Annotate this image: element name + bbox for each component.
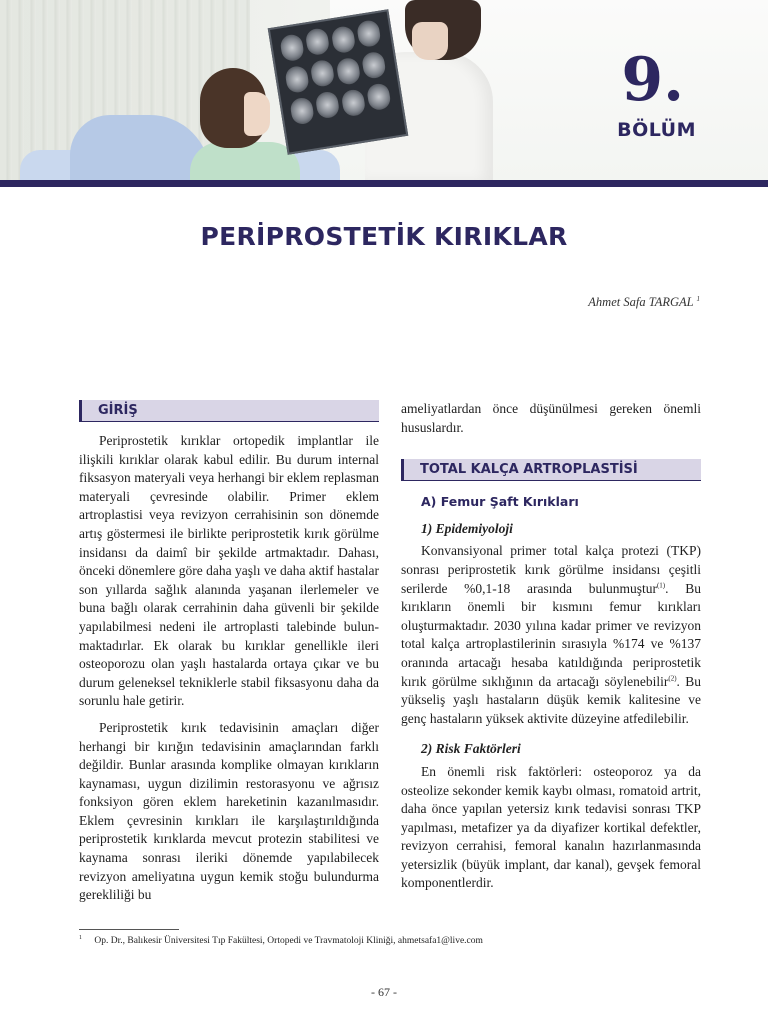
paragraph: Periprostetik kırık tedavisinin amaçları diğer herhangi bir kırığın tedavisinin amaçlarından farklı değildir. Bunlar arasında komplike olmayan kırıkların kaynaması, uygun dizilimin restorasyonu ve ağrısız fonksiyon gören eklem hareketinin kazanılmasıdır. Eklem çevresinin kırıkları ile karşılaştırıldığında periprostetik kırıklarda mevcut protezin stabilitesi ve kaynama sonrası ileriki dönemde yapılabilecek revizyon ameliyatına uygun kemik stoğu bulundurma gerekliliği bu [79, 719, 379, 903]
section-heading-giris: GİRİŞ [79, 400, 379, 422]
footnote-marker: 1 [79, 935, 82, 941]
footnote [79, 935, 699, 946]
author-footnote-marker: 1 [696, 295, 700, 303]
paragraph-epidemiyoloji [401, 542, 701, 728]
footnote-divider [79, 929, 179, 930]
patient-illustration [190, 142, 300, 180]
xray-film-illustration [268, 9, 409, 155]
paragraph-risk-faktorleri: En önemli risk faktörleri: osteoporoz ya da osteolize sekonder kemik kaybı olması, romatoid artrit, daha önce yapılan yetersiz kırık tedavisi sonrası TKP yapılması, metafizer ya da diyafizer kortikal defektler, revizyon cerrahisi, femoral kanalın hazırlanmasında yetersizlik (büyük implant, dar kanal), gevşek femoral komponentlerdir. [401, 763, 701, 891]
paragraph-continuation: ameliyatlardan önce düşünülmesi gereken önemli hususlardır. [401, 401, 701, 435]
page-number: - 67 - [371, 985, 397, 999]
subheading-risk-faktorleri: 2) Risk Faktörleri [421, 741, 521, 757]
footnote-text: Op. Dr., Balıkesir Üniversitesi Tıp Fakültesi, Ortopedi ve Travmatoloji Kliniği, ahmetsafa1@live.com [94, 936, 483, 947]
text-run: . Bu yükseliş yaşlı hastaların düşük kemik kalitesine ve genç hastaların yüksek aktivite düzeyine atfedilebilir. [401, 673, 701, 726]
right-column [401, 400, 701, 893]
citation-ref: (1) [656, 581, 666, 590]
citation-ref: (2) [668, 674, 677, 683]
banner-divider [0, 180, 768, 187]
paragraph: Periprostetik kırıklar ortopedik implantlar ile ilişkili kırıklar olarak kabul edilir. Bu durum internal fiksasyon materyali veya herhangi bir eklem replasman materyali çevresinde olabilir. Primer eklem artroplastisi veya revizyon cerrahisinin son dönemde artış göstermesi ile birlikte periprostetik kırık görülme insidansı da daimî bir şekilde artmaktadır. Dahası, önceki dönemlere göre daha yaşlı ve daha aktif hastalar son yıllarda sağlık alanında yaşanan ilerlemeler ve buna bağlı olarak cerrahinin daha güvenli bir şekilde yapılabilmesi nedeni ile artroplasti talebinde bulunmaktadırlar. Ek olarak bu kırıklar genellikle ileri osteoporozu olan yaşlı hastalarda ortaya çıkar ve bu durum geleneksel tekniklerle stabil fiksasyonu daha da sorunlu hale getirir. [79, 433, 379, 709]
patient-face-illustration [244, 92, 270, 136]
chapter-label: BÖLÜM [617, 119, 696, 141]
text-run: Konvansiyonal primer total kalça protezi (TKP) sonrası periprostetik kırık görülme insidansı çeşitli serilerde %0,1-18 arasında bulunmuştur [401, 543, 701, 596]
chapter-title: PERİPROSTETİK KIRIKLAR [200, 222, 568, 251]
text-run: . Bu kırıkların önemli bir kısmını femur kırıkları oluşturmaktadır. 2030 yılına kadar primer ve revizyon total kalça artroplastilerinin sırasıyla %174 ve %137 oranında artacağı hesaba katıldığında periprostetik kırık görülme sıklığının da artacağı söylenebilir [401, 580, 701, 689]
chapter-banner-photo [0, 0, 768, 180]
subheading-epidemiyoloji: 1) Epidemiyoloji [421, 520, 513, 536]
chapter-number: 9. [621, 45, 684, 115]
left-column [79, 400, 379, 905]
subheading-femur-saft: A) Femur Şaft Kırıkları [421, 494, 579, 510]
doctor-face-illustration [412, 22, 448, 60]
section-heading-total-kalca: TOTAL KALÇA ARTROPLASTİSİ [401, 459, 701, 481]
author-name: Ahmet Safa TARGAL [588, 295, 694, 310]
author-line [588, 295, 700, 310]
